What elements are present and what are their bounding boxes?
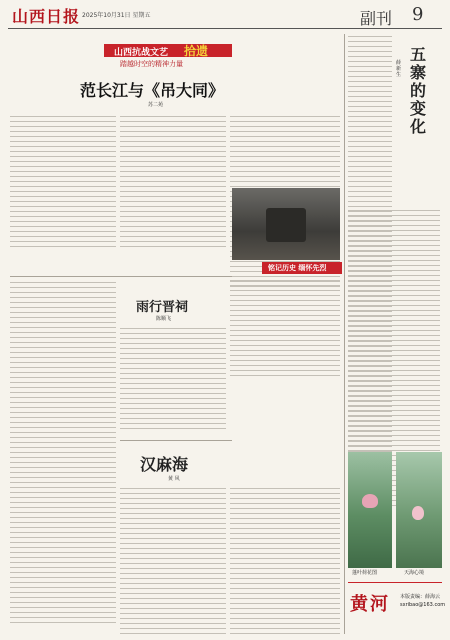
article-3-body-col-1 bbox=[120, 488, 226, 638]
article-4-author: 薛新生 bbox=[396, 60, 402, 78]
banner-stamp: 拾遗 bbox=[184, 44, 209, 58]
masthead-rule bbox=[8, 28, 442, 29]
lotus-bud-icon bbox=[412, 506, 424, 520]
article-3-author: 黄 风 bbox=[168, 476, 180, 482]
lotus-photo-left bbox=[348, 452, 392, 568]
column-rule bbox=[348, 582, 442, 583]
newspaper-logo: 山西日报 bbox=[12, 7, 81, 26]
memorial-photo-shape bbox=[266, 208, 306, 242]
lotus-photo-right bbox=[396, 452, 442, 568]
page-number: 9 bbox=[412, 4, 424, 25]
issue-date: 2025年10月31日 星期五 bbox=[82, 12, 151, 19]
article-2-title: 雨行晋祠 bbox=[136, 300, 189, 315]
photo-tag-text: 铭记历史 缅怀先烈 bbox=[268, 263, 327, 272]
banner-sub: 踏越时空的精神力量 bbox=[120, 60, 183, 68]
article-2-body-col-2 bbox=[120, 328, 226, 433]
article-1-body-col-4 bbox=[230, 280, 340, 380]
article-3-title: 汉麻海 bbox=[140, 455, 189, 474]
right-column-divider bbox=[344, 34, 345, 634]
article-1-body-col-2 bbox=[120, 116, 226, 251]
memorial-photo bbox=[232, 188, 340, 260]
column-title: 黄河 bbox=[350, 594, 390, 615]
column-note-2: sxribao@163.com bbox=[400, 602, 446, 608]
article-1-title: 范长江与《吊大同》 bbox=[80, 81, 225, 100]
article-2-divider bbox=[120, 440, 232, 441]
banner-kicker: 山西抗战文艺 bbox=[114, 48, 169, 58]
article-4-title: 五寨的变化 bbox=[410, 45, 427, 136]
column-note-1: 本版责编：薛海云 bbox=[400, 594, 441, 600]
article-1-divider bbox=[10, 276, 232, 277]
photo-caption-left: 蓬叶荷花图 bbox=[352, 570, 378, 576]
article-1-author: 苏二苑 bbox=[148, 102, 164, 108]
photo-tag bbox=[262, 262, 342, 274]
lotus-flower-icon bbox=[362, 494, 378, 508]
article-1-body-col-1 bbox=[10, 116, 116, 251]
article-2-author: 陈顺飞 bbox=[156, 316, 172, 322]
article-3-body-col-2 bbox=[230, 488, 340, 638]
article-2-body-col-1 bbox=[10, 282, 116, 627]
section-name: 副刊 bbox=[360, 9, 393, 28]
photo-caption-right: 天海心境 bbox=[404, 570, 425, 576]
column-banner bbox=[104, 44, 232, 70]
masthead bbox=[0, 0, 450, 30]
